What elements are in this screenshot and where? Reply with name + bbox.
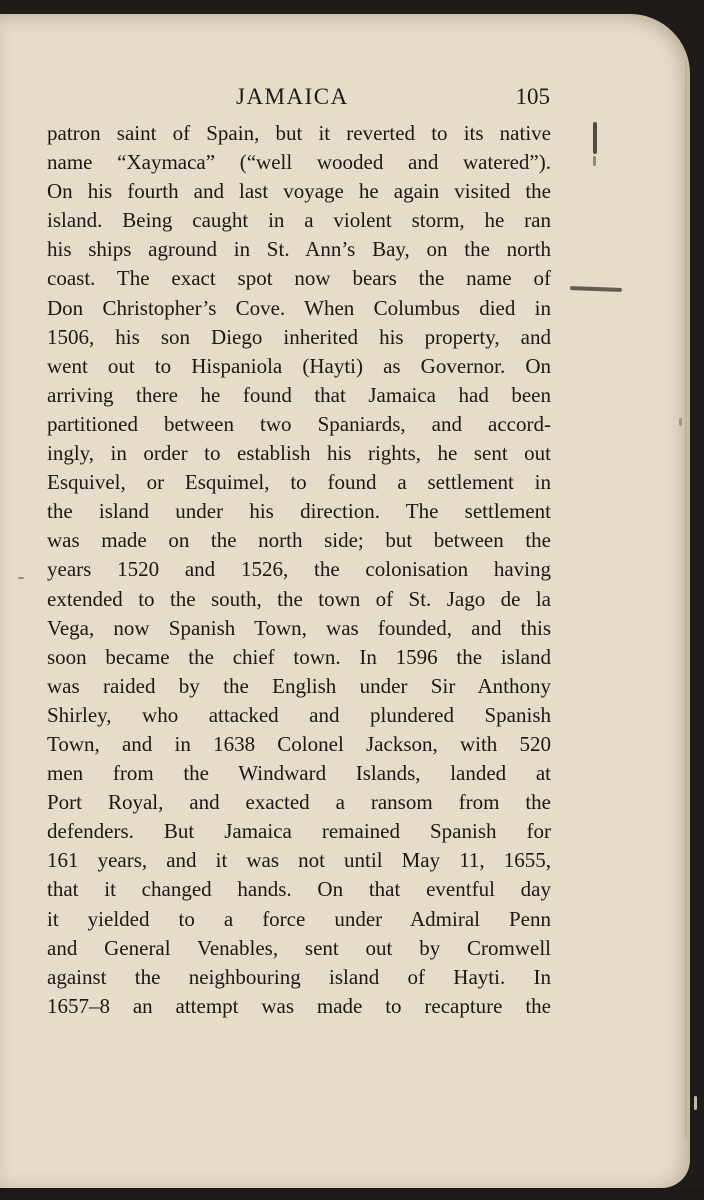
page-number: 105 <box>515 84 550 109</box>
text-line: years 1520 and 1526, the colonisation having <box>47 557 551 582</box>
text-line: partitioned between two Spaniards, and accord- <box>47 411 551 436</box>
text-line: Port Royal, and exacted a ransom from the <box>47 790 551 815</box>
text-line: arriving there he found that Jamaica had been <box>47 382 551 407</box>
ink-mark <box>593 122 597 154</box>
text-line: was raided by the English under Sir Anthony <box>47 673 551 698</box>
text-line: the island under his direction. The settlement <box>47 499 551 524</box>
running-title: JAMAICA <box>236 84 349 109</box>
text-line: went out to Hispaniola (Hayti) as Governor. On <box>47 353 551 378</box>
ink-mark <box>593 156 596 166</box>
text-line: island. Being caught in a violent storm, he ran <box>47 208 551 233</box>
text-line: men from the Windward Islands, landed at <box>47 761 551 786</box>
text-line: that it changed hands. On that eventful day <box>47 877 551 902</box>
running-header <box>46 84 550 114</box>
text-line: patron saint of Spain, but it reverted to its native <box>47 121 551 145</box>
text-line: extended to the south, the town of St. Jago de la <box>47 586 551 611</box>
text-line: Don Christopher’s Cove. When Columbus died in <box>47 295 551 320</box>
text-line: Town, and in 1638 Colonel Jackson, with 520 <box>47 731 551 756</box>
scan-background-strip <box>0 1188 704 1200</box>
paper-speck <box>679 418 682 426</box>
text-line: Shirley, who attacked and plundered Spanish <box>47 702 551 727</box>
text-line: 1506, his son Diego inherited his property, and <box>47 324 551 349</box>
text-line: his ships aground in St. Ann’s Bay, on the north <box>47 237 551 262</box>
text-line: defenders. But Jamaica remained Spanish for <box>47 819 551 844</box>
paper-speck <box>18 577 24 579</box>
text-line: coast. The exact spot now bears the name of <box>47 266 551 291</box>
text-line: it yielded to a force under Admiral Penn <box>47 906 551 931</box>
text-line: against the neighbouring island of Hayti. In <box>47 964 551 989</box>
paper-speck <box>694 1096 697 1110</box>
text-line: name “Xaymaca” (“well wooded and watered”). <box>47 150 551 175</box>
text-line: Esquivel, or Esquimel, to found a settlement in <box>47 470 551 495</box>
text-line: ingly, in order to establish his rights, he sent out <box>47 441 551 466</box>
text-line: soon became the chief town. In 1596 the island <box>47 644 551 669</box>
text-line: 1657–8 an attempt was made to recapture the <box>47 993 551 1018</box>
text-line: 161 years, and it was not until May 11, 1655, <box>47 848 551 873</box>
text-line: and General Venables, sent out by Cromwell <box>47 935 551 960</box>
text-line: was made on the north side; but between the <box>47 528 551 553</box>
page-edge-shading <box>684 60 687 1140</box>
text-line: Vega, now Spanish Town, was founded, and this <box>47 615 551 640</box>
text-line: On his fourth and last voyage he again visited the <box>47 179 551 204</box>
body-text <box>47 119 551 1021</box>
